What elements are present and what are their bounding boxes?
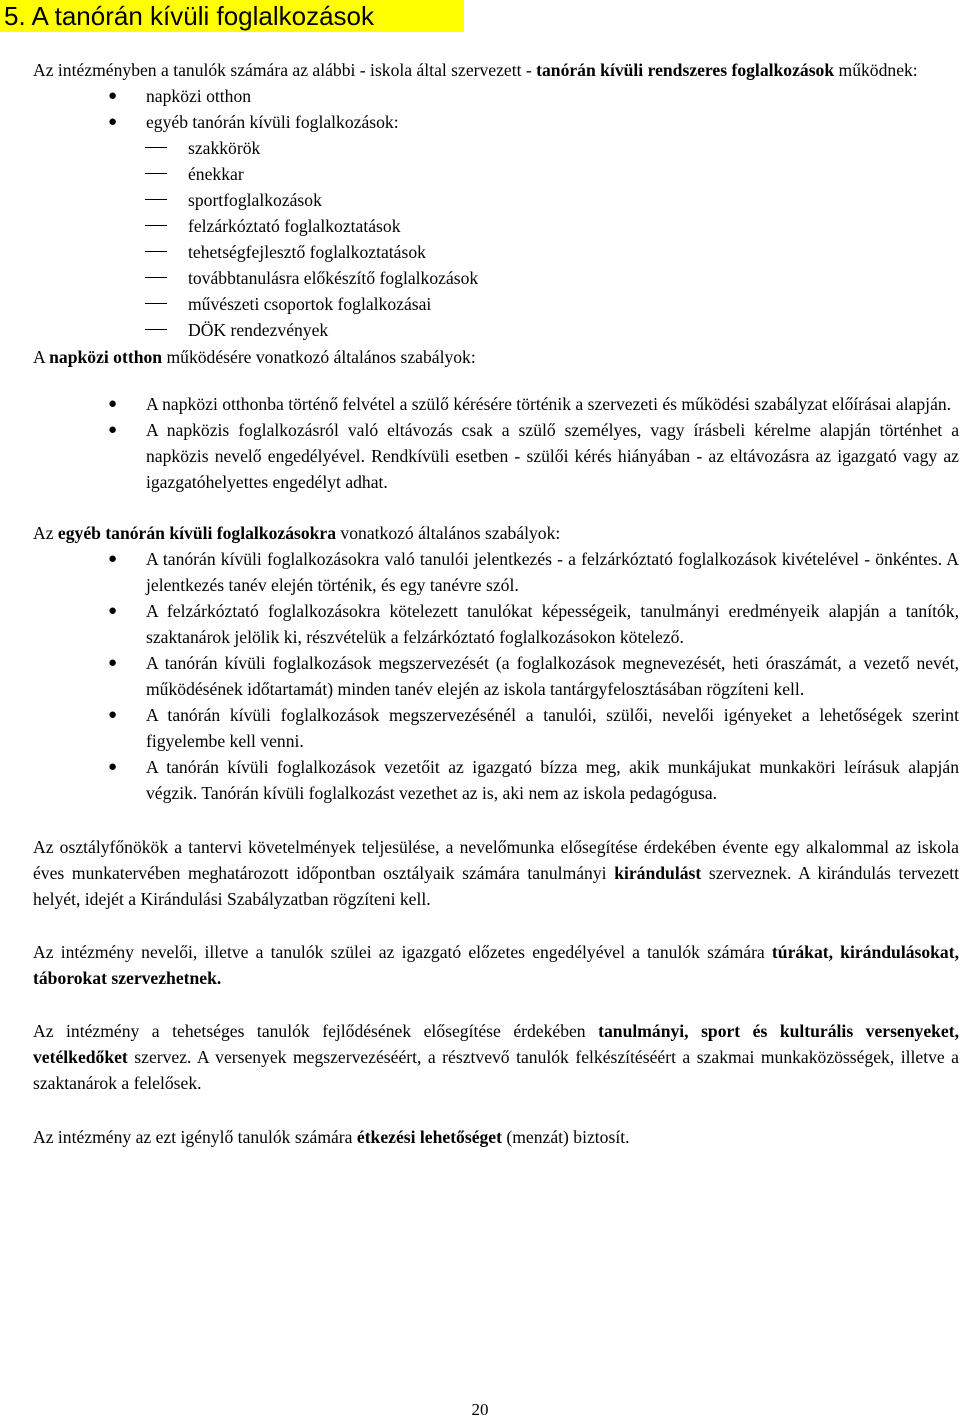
list-item-text: továbbtanulásra előkészítő foglalkozások (188, 268, 479, 288)
list-item-text: A tanórán kívüli foglalkozások megszervezését (a foglalkozások megnevezését, heti óraszámát, a vezető nevét, működésének időtartamát) minden tanév elején az iskola tantárgyfelosztásában rögzíteni kell. (146, 653, 959, 699)
napkozi-heading (33, 344, 959, 370)
bullet-icon: ● (108, 88, 118, 104)
dash-icon (145, 277, 167, 278)
intro-text-end: működnek: (834, 60, 918, 80)
egyeb-bold: egyéb tanórán kívüli foglalkozásokra (57, 523, 337, 543)
list-item-text: A napközi otthonba történő felvétel a szülő kérésére történik a szervezeti és működési szabályzat előírásai alapján. (146, 394, 952, 414)
list-item (33, 161, 959, 187)
list-item (33, 239, 959, 265)
dash-icon (145, 251, 167, 252)
list-item (33, 754, 959, 806)
list-item-text: művészeti csoportok foglalkozásai (188, 294, 432, 314)
bullet-icon: ● (108, 551, 118, 567)
egyeb-heading (33, 520, 959, 546)
list-item (33, 213, 959, 239)
kirandulas-paragraph (33, 834, 959, 912)
list-item-text: A tanórán kívüli foglalkozások megszervezésénél a tanulói, szülői, nevelői igényeket a lehetőségek szerint figyelembe kell venni. (146, 705, 959, 751)
kirandulas-text: Az osztályfőnökök a tantervi követelmények teljesülése, a nevelőmunka elősegítése érdekében évente egy alkalommal az iskola éves munkatervében meghatározott időpontban osztályaik számára tanulmányi (33, 837, 959, 883)
turak-bold: túrákat, kirándulásokat, táborokat szervezhetnek. (33, 942, 959, 988)
list-item (33, 598, 959, 650)
egyeb-text-end: vonatkozó általános szabályok: (336, 523, 561, 543)
intro-text: Az intézményben a tanulók számára az alábbi - iskola által szervezett - (33, 60, 537, 80)
list-item (33, 546, 959, 598)
list-item-text: A tanórán kívüli foglalkozásokra való tanulói jelentkezés - a felzárkóztató foglalkozások kivételével - önkéntes. A jelentkezés tanév elején történik, és egy tanévre szól. (146, 549, 959, 595)
list-item (33, 650, 959, 702)
dash-icon (145, 225, 167, 226)
dash-icon (145, 173, 167, 174)
napkozi-bold: napközi otthon (49, 347, 163, 367)
dash-icon (145, 147, 167, 148)
list-item-text: A tanórán kívüli foglalkozások vezetőit az igazgató bízza meg, akik munkájukat munkaköri leírásuk alapján végzik. Tanórán kívüli foglalkozást vezethet az is, aki nem az iskola pedagógusa. (146, 757, 959, 803)
bullet-icon: ● (108, 114, 118, 130)
list-item (33, 702, 959, 754)
sub-list (33, 135, 959, 343)
kirandulas-text-end: szerveznek. A kirándulás tervezett helyét, idejét a Kirándulási Szabályzatban rögzíteni kell. (33, 863, 959, 909)
dash-icon (145, 329, 167, 330)
etkezes-text: Az intézmény az ezt igénylő tanulók számára (33, 1127, 357, 1147)
list-item-text: sportfoglalkozások (188, 190, 322, 210)
napkozi-text: A (33, 347, 50, 367)
list-item (33, 391, 959, 417)
kirandulas-bold: kirándulást (614, 863, 702, 883)
versenyek-text-end: szervez. A versenyek megszervezéséért, a résztvevő tanulók felkészítéséért a szakmai munkaközösségek, illetve a szaktanárok a felelősek. (33, 1047, 959, 1093)
top-list (33, 83, 959, 135)
list-item (33, 417, 959, 495)
intro-bold: tanórán kívüli rendszeres foglalkozások (536, 60, 835, 80)
etkezes-text-end: (menzát) biztosít. (501, 1127, 630, 1147)
versenyek-paragraph (33, 1018, 959, 1096)
napkozi-text-end: működésére vonatkozó általános szabályok: (162, 347, 476, 367)
list-item (33, 135, 959, 161)
bullet-icon: ● (108, 707, 118, 723)
list-item (33, 187, 959, 213)
list-item-text: napközi otthon (146, 86, 252, 106)
turak-paragraph (33, 939, 959, 991)
list-item-text: tehetségfejlesztő foglalkoztatások (188, 242, 426, 262)
page-number: 20 (471, 1400, 489, 1419)
list-item (33, 109, 959, 135)
list-item-text: A napközis foglalkozásról való eltávozás csak a szülő személyes, vagy írásbeli kérelme alapján történhet a napközis nevelő engedélyével. Rendkívüli esetben - szülői kérés hiányában - az eltávozásra az igazgató vagy az igazgatóhelyettes engedélyt adhat. (146, 420, 959, 492)
dash-icon (145, 199, 167, 200)
turak-text: Az intézmény nevelői, illetve a tanulók szülei az igazgató előzetes engedélyével a tanulók számára (33, 942, 772, 962)
egyeb-text: Az (33, 523, 58, 543)
bullet-icon: ● (108, 396, 118, 412)
intro-paragraph (33, 57, 959, 83)
document-body (33, 57, 959, 1150)
etkezes-paragraph (33, 1124, 959, 1150)
versenyek-text: Az intézmény a tehetséges tanulók fejlődésének elősegítése érdekében (33, 1021, 599, 1041)
dash-icon (145, 303, 167, 304)
list-item (33, 265, 959, 291)
bullet-icon: ● (108, 422, 118, 438)
etkezes-bold: étkezési lehetőséget (356, 1127, 502, 1147)
section-heading: 5. A tanórán kívüli foglalkozások (0, 0, 464, 32)
list-item-text: énekkar (188, 164, 244, 184)
list-item (33, 317, 959, 343)
bullet-icon: ● (108, 759, 118, 775)
list-item-text: A felzárkóztató foglalkozásokra kötelezett tanulókat képességeik, tanulmányi eredményeik alapján a tanítók, szaktanárok jelölik ki, részvételük a felzárkóztató foglalkozásokon kötelező. (146, 601, 959, 647)
egyeb-rules (33, 546, 959, 806)
bullet-icon: ● (108, 603, 118, 619)
napkozi-rules (33, 391, 959, 495)
list-item (33, 291, 959, 317)
list-item-text: szakkörök (188, 138, 261, 158)
bullet-icon: ● (108, 655, 118, 671)
list-item (33, 83, 959, 109)
list-item-text: egyéb tanórán kívüli foglalkozások: (146, 112, 399, 132)
list-item-text: felzárkóztató foglalkoztatások (188, 216, 401, 236)
list-item-text: DÖK rendezvények (188, 320, 329, 340)
versenyek-bold: tanulmányi, sport és kulturális versenyeket, vetélkedőket (33, 1021, 959, 1067)
